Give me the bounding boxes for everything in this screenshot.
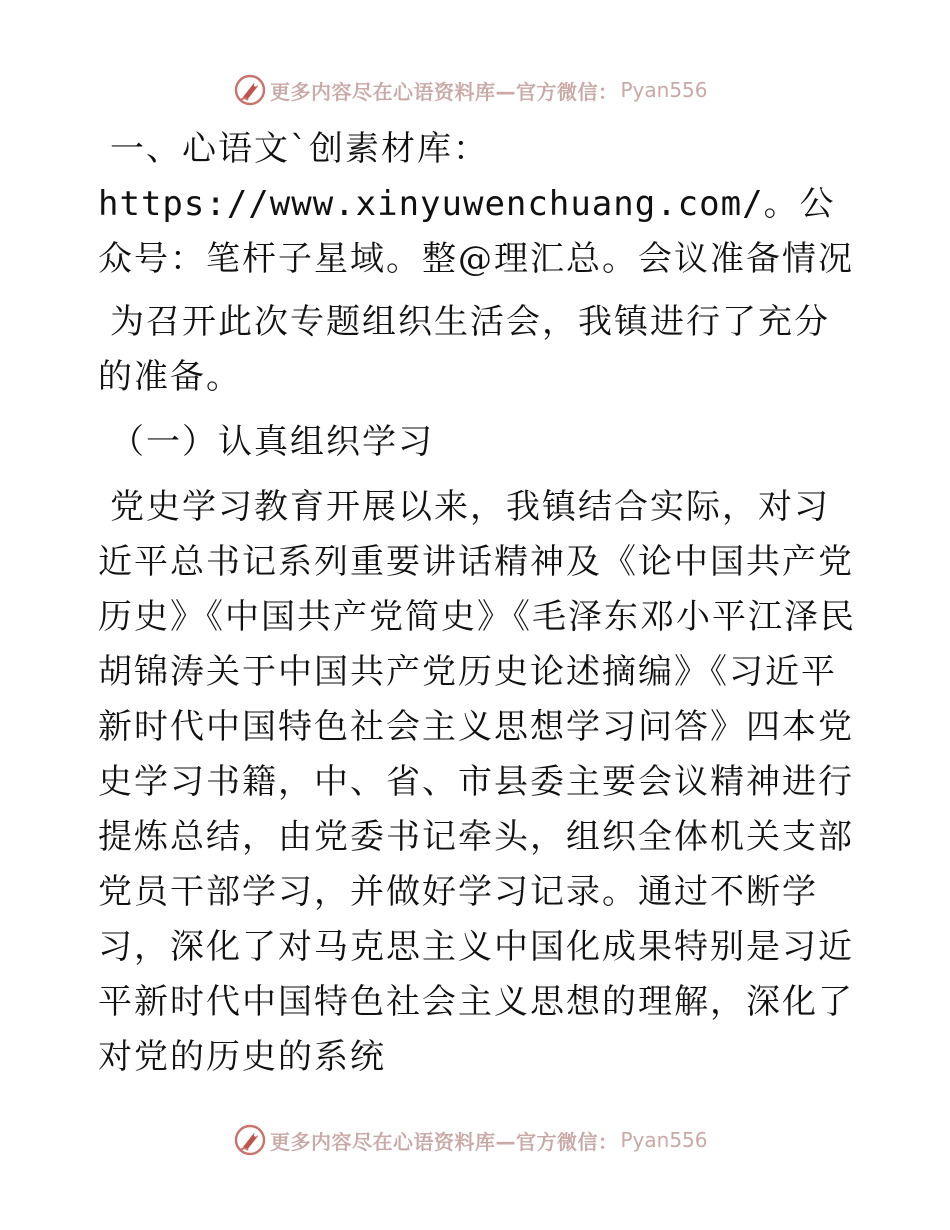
heading-one-suffix: 。公众号：笔杆子星域。整@理汇总。会议准备情况: [98, 184, 854, 279]
document-body: [98, 122, 858, 1085]
footer-watermark: [234, 1122, 708, 1158]
watermark-wechat-id: Pyan556: [620, 1128, 708, 1152]
watermark-text: 更多内容尽在心语资料库—官方微信：: [270, 1129, 619, 1154]
subheading-study: （一）认真组织学习: [110, 422, 434, 462]
header-watermark: [234, 72, 708, 108]
heading-one-prefix: 一、心语文`创素材库：: [110, 129, 489, 169]
pen-nib-logo-icon: [234, 1124, 266, 1156]
paragraph-study-details: 党史学习教育开展以来，我镇结合实际，对习近平总书记系列重要讲话精神及《论中国共产党历史》《中国共产党简史》《毛泽东邓小平江泽民胡锦涛关于中国共产党历史论述摘编》《习近平新时代中国特色社会主义思想学习问答》四本党史学习书籍，中、省、市县委主要会议精神进行提炼总结，由党委书记牵头，组织全体机关支部党员干部学习，并做好学习记录。通过不断学习，深化了对马克思主义中国化成果特别是习近平新时代中国特色社会主义思想的理解，深化了对党的历史的系统: [98, 487, 856, 1077]
paragraph-heading-one: [98, 122, 858, 287]
resource-url: https://www.xinyuwenchuang.com/: [98, 184, 764, 224]
paragraph-preparation: 为召开此次专题组织生活会，我镇进行了充分的准备。: [98, 302, 830, 397]
pen-nib-logo-icon: [234, 74, 266, 106]
watermark-wechat-id: Pyan556: [620, 78, 708, 102]
watermark-text: 更多内容尽在心语资料库—官方微信：: [270, 79, 619, 104]
